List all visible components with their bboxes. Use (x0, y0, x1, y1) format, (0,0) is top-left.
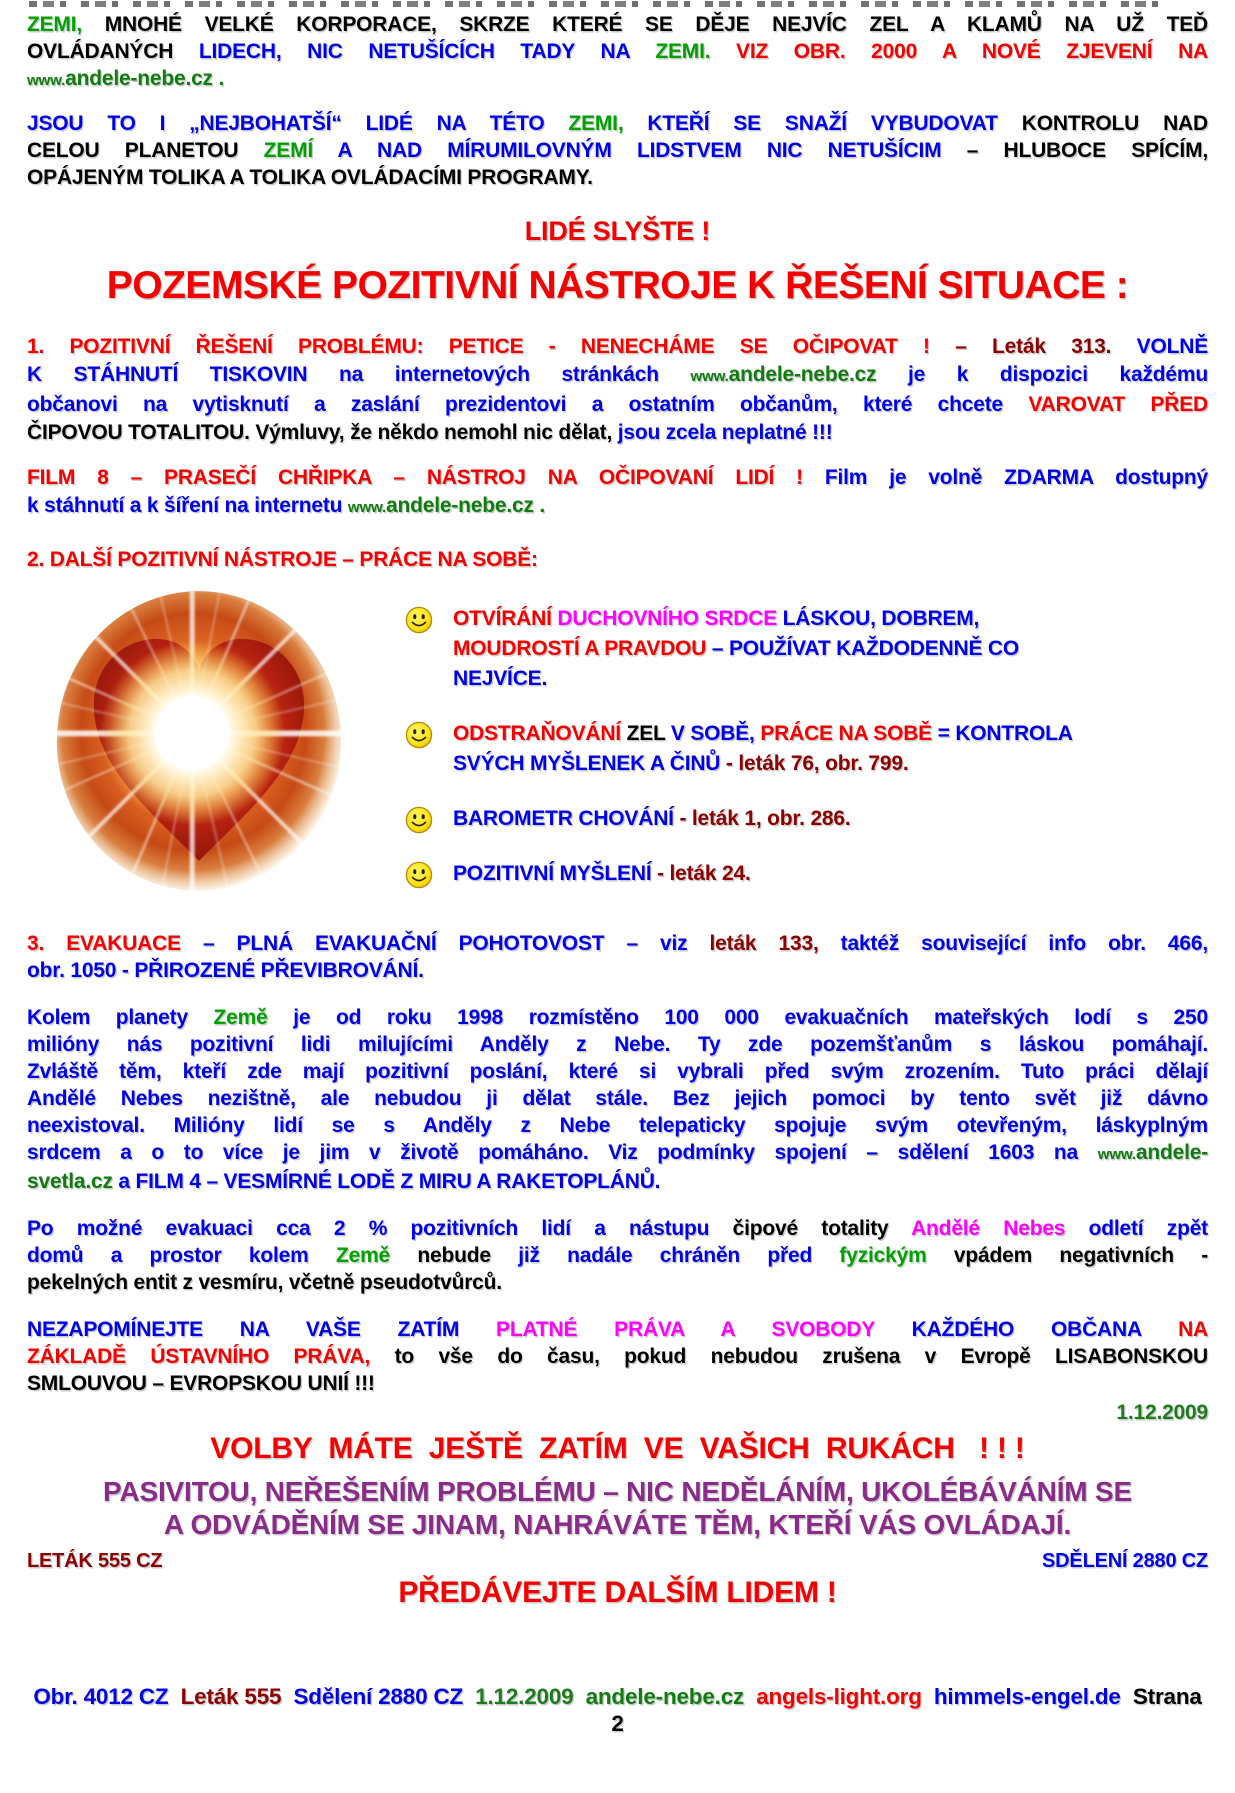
text-segment: Leták 555 (180, 1684, 282, 1709)
text-segment (573, 1684, 585, 1709)
letak-label: LETÁK 555 CZ (27, 1550, 163, 1572)
text-segment: JSOU TO I „NEJBOHATŠÍ“ LIDÉ NA TÉTO (27, 112, 569, 135)
text-segment: domů a prostor kolem (27, 1244, 336, 1267)
text-segment: Film je volně ZDARMA dostupný (824, 466, 1208, 489)
text-segment: – Leták 313. (955, 335, 1137, 358)
text-segment: to vše do času, pokud nebudou zrušena v Evropě LISABONSKOU (394, 1345, 1209, 1368)
text-line (27, 1215, 1208, 1242)
text-line (27, 164, 1208, 191)
text-segment: pekelných entit z vesmíru, včetně pseudotvůrců. (27, 1271, 502, 1294)
text-segment: NEJVÍCE. (453, 667, 548, 690)
text-line (27, 1085, 1208, 1112)
positive-tools-list (405, 586, 1208, 889)
link-himmels-engel-footer[interactable]: himmels-engel.de (933, 1684, 1121, 1709)
text-segment: fyzickým (839, 1244, 954, 1267)
text-line (27, 65, 1208, 94)
text-segment: ZEL (626, 722, 671, 745)
text-segment: Zvláště těm, kteří zde mají pozitivní poslání, které si vybrali před svým zrozením. Tuto práci dělají (27, 1060, 1208, 1083)
text-segment: – PLNÁ EVAKUAČNÍ POHOTOVOST – viz (202, 932, 710, 955)
text-segment: - leták 1, obr. 286. (679, 807, 851, 830)
text-line (27, 1269, 1208, 1296)
text-segment: DUCHOVNÍHO SRDCE (557, 607, 783, 630)
callout-predavejte: PŘEDÁVEJTE DALŠÍM LIDEM ! (398, 1576, 837, 1609)
text-segment: 2. DALŠÍ POZITIVNÍ NÁSTROJE – PRÁCE NA SOBĚ: (27, 548, 538, 571)
text-segment: A NAD MÍRUMILOVNÝM LIDSTVEM NIC NETUŠÍCIM (337, 139, 967, 162)
text-segment: POZITIVNÍ MYŠLENÍ (453, 862, 658, 885)
text-segment: k stáhnutí a k šíření na internetu (27, 494, 348, 517)
text-segment: MOUDROSTÍ A PRAVDOU (453, 637, 712, 660)
text-segment: OTVÍRÁNÍ (453, 607, 558, 630)
text-segment: CELOU PLANETOU (27, 139, 264, 162)
text-segment: ODSTRAŇOVÁNÍ (453, 722, 627, 745)
list-item (405, 604, 1208, 694)
text-segment (281, 1684, 293, 1709)
text-segment: - leták 76, obr. 799. (725, 752, 909, 775)
text-segment: občanovi na vytisknutí a zaslání prezidentovi a ostatním občanům, které chcete (27, 393, 1029, 416)
link-andele-nebe[interactable]: www. (690, 368, 729, 385)
list-item (405, 859, 1208, 889)
text-segment (463, 1684, 475, 1709)
text-segment: neexistoval. Milióny lidí se s Anděly z Nebe telepaticky spojuje svým otevřeným, láskyplným (27, 1114, 1208, 1137)
text-line (27, 110, 1208, 137)
page-footer (27, 1627, 1208, 1793)
text-line (453, 719, 1208, 749)
paragraph-intro-2 (27, 110, 1208, 191)
smiley-icon (405, 806, 433, 834)
text-line (27, 492, 1208, 522)
text-segment: je od roku 1998 rozmístěno 100 000 evakuačních mateřských lodí s 250 (293, 1006, 1208, 1029)
text-segment: BAROMETR CHOVÁNÍ (453, 807, 680, 830)
text-segment: ZEMI, (568, 112, 648, 135)
text-line (453, 634, 1208, 664)
paragraph-after-evacuation (27, 1215, 1208, 1296)
text-segment: Strana 2 (611, 1684, 1208, 1736)
text-segment: – POUŽÍVAT KAŽDODENNĚ CO (711, 637, 1019, 660)
text-segment: OVLÁDANÝCH (27, 40, 199, 63)
text-segment: KTEŘÍ SE SNAŽÍ VYBUDOVAT (647, 112, 1022, 135)
link-andele-nebe[interactable]: andele-nebe.cz (65, 67, 213, 90)
text-line (27, 1242, 1208, 1269)
link-andele-nebe[interactable]: andele-nebe.cz (386, 494, 534, 517)
footer-line (27, 1683, 1208, 1737)
text-segment: MNOHÉ VELKÉ KORPORACE, SKRZE KTERÉ SE DĚJE NEJVÍC ZEL A KLAMŮ NA UŽ TEĎ (104, 13, 1209, 36)
fiery-heart-image (53, 586, 345, 898)
text-segment: . (212, 67, 225, 90)
text-segment: Země (213, 1006, 294, 1029)
text-segment (1121, 1684, 1133, 1709)
text-segment: VAROVAT PŘED (1028, 393, 1208, 416)
text-line (27, 1343, 1208, 1370)
text-line (27, 11, 1208, 38)
text-segment: Po možné evakuaci cca 2 % pozitivních lidí a nástupu (27, 1217, 733, 1240)
link-andele-svetla[interactable]: svetla.cz (27, 1170, 113, 1193)
text-segment: Sdělení 2880 CZ (293, 1684, 464, 1709)
text-segment: srdcem a o to více je jim v životě pomáháno. Viz podmínky spojení – sdělení 1603 na (27, 1141, 1098, 1164)
text-segment: Andělé Nebes (911, 1217, 1089, 1240)
link-angels-light-footer[interactable]: angels-light.org (756, 1684, 922, 1709)
text-line (27, 1168, 1208, 1195)
link-andele-svetla[interactable]: andele- (1135, 1141, 1208, 1164)
page-title: POZEMSKÉ POZITIVNÍ NÁSTROJE K ŘEŠENÍ SITUACE : (106, 264, 1129, 307)
sdeleni-label: SDĚLENÍ 2880 CZ (1042, 1550, 1208, 1572)
text-segment: nebude (417, 1244, 519, 1267)
text-segment: V SOBĚ, (670, 722, 761, 745)
text-segment: NA (1178, 1318, 1208, 1341)
text-line (27, 391, 1208, 419)
text-line (453, 664, 1208, 694)
text-line (27, 333, 1208, 361)
text-line (27, 1112, 1208, 1139)
text-segment: OPÁJENÝM TOLIKA A TOLIKA OVLÁDACÍMI PROGRAMY. (27, 166, 593, 189)
text-line (27, 419, 1208, 447)
text-segment: . (533, 494, 546, 517)
text-line (27, 1058, 1208, 1085)
text-segment: KONTROLU NAD (1021, 112, 1208, 135)
paragraph-intro-1 (27, 11, 1208, 94)
section-1-petice (27, 333, 1208, 447)
smiley-icon (405, 861, 433, 889)
text-line (453, 604, 1208, 634)
text-segment: obr. 1050 - PŘIROZENÉ PŘEVIBROVÁNÍ. (27, 959, 424, 982)
text-segment: vpádem negativních - (953, 1244, 1208, 1267)
text-segment: Kolem planety (27, 1006, 214, 1029)
text-segment: SVÝCH MYŠLENEK A ČINŮ (453, 752, 726, 775)
text-segment: 1. POZITIVNÍ ŘEŠENÍ PROBLÉMU: PETICE - NENECHÁME SE OČIPOVAT ! (27, 335, 956, 358)
text-line (27, 1031, 1208, 1058)
passivity-warning (27, 1475, 1208, 1541)
paragraph-evacuation (27, 1004, 1208, 1195)
text-segment: PLATNÉ PRÁVA A SVOBODY (496, 1318, 912, 1341)
text-segment: již nadále chráněn před (518, 1244, 840, 1267)
link-andele-nebe-footer[interactable]: andele-nebe.cz (585, 1684, 745, 1709)
text-segment: Andělé Nebes nezištně, ale nebudou ji dělat stále. Bez jejich pomoci by tento svět již dávno (27, 1087, 1208, 1110)
text-line (27, 930, 1208, 957)
text-segment: 3. EVAKUACE (27, 932, 203, 955)
text-line: A ODVÁDĚNÍM SE JINAM, NAHRÁVÁTE TĚM, KTEŘÍ VÁS OVLÁDAJÍ. (163, 1509, 1072, 1540)
text-segment: KAŽDÉHO OBČANA (911, 1318, 1179, 1341)
text-segment: je k dispozici každému (876, 363, 1208, 386)
text-segment: LIDECH, NIC NETUŠÍCÍCH TADY NA (198, 40, 656, 63)
smiley-icon (405, 606, 433, 634)
cropped-text-remnant (29, 1, 1159, 7)
text-segment: PRÁCE NA SOBĚ (760, 722, 938, 745)
link-andele-nebe[interactable]: www. (27, 72, 66, 89)
text-segment: – HLUBOCE SPÍCÍM, (966, 139, 1208, 162)
text-segment (168, 1684, 180, 1709)
text-line (453, 804, 1208, 834)
text-segment: K STÁHNUTÍ TISKOVIN na internetových stránkách (27, 363, 691, 386)
text-line (27, 464, 1208, 492)
text-segment: ZEMI. (655, 40, 737, 63)
media-section (27, 586, 1208, 918)
text-line (453, 859, 1208, 889)
text-line (27, 137, 1208, 164)
text-segment (922, 1684, 934, 1709)
text-segment: a FILM 4 – VESMÍRNÉ LODĚ Z MIRU A RAKETOPLÁNŮ. (112, 1170, 661, 1193)
text-line (27, 957, 1208, 984)
text-line (27, 1316, 1208, 1343)
text-line (27, 1139, 1208, 1168)
text-segment: odletí zpět (1088, 1217, 1208, 1240)
list-item (405, 804, 1208, 834)
paragraph-rights (27, 1316, 1208, 1397)
text-segment: ZEMÍ (263, 139, 338, 162)
text-segment: NEZAPOMÍNEJTE NA VAŠE ZATÍM (27, 1318, 497, 1341)
leaflet-page (0, 1, 1235, 1736)
text-segment: - leták 24. (657, 862, 751, 885)
text-segment: čipové totality (732, 1217, 912, 1240)
text-segment: 1.12.2009 (475, 1684, 574, 1709)
text-segment: taktéž související info obr. 466, (840, 932, 1208, 955)
link-andele-nebe[interactable]: andele-nebe.cz (728, 363, 877, 386)
text-segment: FILM 8 – PRASEČÍ CHŘIPKA – NÁSTROJ NA OČIPOVANÍ LIDÍ ! (27, 466, 825, 489)
section-2-title (27, 546, 1208, 574)
paragraph-film8 (27, 464, 1208, 522)
text-segment: Obr. 4012 CZ (33, 1684, 169, 1709)
section-3-evakuace (27, 930, 1208, 984)
text-segment: VOLNĚ (1136, 335, 1208, 358)
text-segment: ZÁKLADĚ ÚSTAVNÍHO PRÁVA, (27, 1345, 395, 1368)
link-andele-svetla[interactable]: www. (1097, 1146, 1136, 1163)
link-andele-nebe[interactable]: www. (347, 499, 387, 516)
list-item (405, 719, 1208, 779)
callout-lide-slyste: LIDÉ SLYŠTE ! (524, 216, 711, 246)
text-line (27, 1004, 1208, 1031)
text-segment (744, 1684, 756, 1709)
text-segment: VIZ OBR. 2000 A NOVÉ ZJEVENÍ NA (736, 40, 1208, 63)
text-segment: LÁSKOU, DOBREM, (782, 607, 980, 630)
date-stamp: 1.12.2009 (1116, 1401, 1208, 1424)
text-line (27, 546, 1208, 574)
text-segment: SMLOUVOU – EVROPSKOU UNIÍ !!! (27, 1372, 375, 1395)
text-segment: leták 133, (709, 932, 841, 955)
text-line (27, 361, 1208, 391)
callout-volby: VOLBY MÁTE JEŠTĚ ZATÍM VE VAŠICH RUKÁCH ! ! ! (210, 1432, 1025, 1465)
text-segment: Země (335, 1244, 418, 1267)
smiley-icon (405, 721, 433, 749)
text-line (453, 749, 1208, 779)
text-segment: = KONTROLA (937, 722, 1073, 745)
document-labels-row (27, 1549, 1208, 1573)
text-segment: ČIPOVOU TOTALITOU. Výmluvy, že někdo nemohl nic dělat, (27, 421, 618, 444)
text-segment: jsou zcela neplatné !!! (617, 421, 833, 444)
text-line: PASIVITOU, NEŘEŠENÍM PROBLÉMU – NIC NEDĚLÁNÍM, UKOLÉBÁVÁNÍM SE (103, 1476, 1132, 1507)
text-segment: milióny nás pozitivní lidi milujícími Anděly z Nebe. Ty zde pozemšťanům s láskou pomáhají. (27, 1033, 1208, 1056)
text-segment: ZEMI, (27, 13, 105, 36)
text-line (27, 38, 1208, 65)
text-line (27, 1370, 1208, 1397)
